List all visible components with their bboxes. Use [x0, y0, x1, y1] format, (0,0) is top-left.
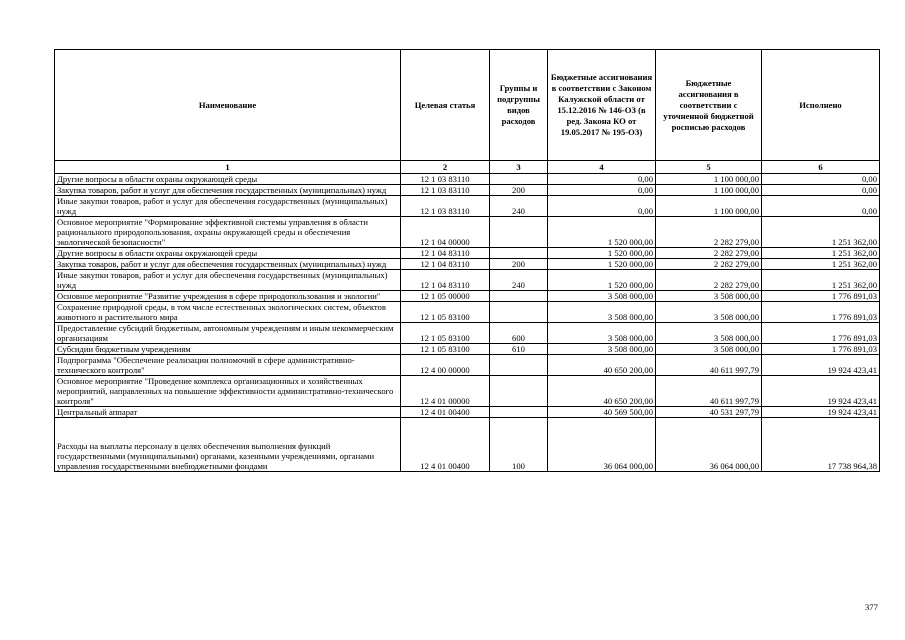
table-row	[55, 291, 880, 302]
table-row	[55, 217, 880, 248]
cell-name: Предоставление субсидий бюджетным, автономным учреждениям и иным некоммерческим организациям	[55, 323, 401, 344]
cell-budget-refined: 2 282 279,00	[656, 248, 762, 259]
cell-executed: 19 924 423,41	[762, 407, 880, 418]
cell-target-article: 12 1 04 83110	[401, 248, 490, 259]
cell-name: Подпрограмма "Обеспечение реализации полномочий в сфере административно-технического контроля"	[55, 355, 401, 376]
cell-target-article: 12 1 04 00000	[401, 217, 490, 248]
cell-budget-law: 3 508 000,00	[548, 344, 656, 355]
column-number: 1	[55, 161, 401, 174]
table-row	[55, 355, 880, 376]
cell-expense-group: 240	[490, 196, 548, 217]
cell-budget-refined: 3 508 000,00	[656, 291, 762, 302]
cell-budget-refined: 1 100 000,00	[656, 185, 762, 196]
cell-target-article: 12 1 05 83100	[401, 302, 490, 323]
cell-budget-refined: 40 611 997,79	[656, 355, 762, 376]
table-row	[55, 185, 880, 196]
cell-budget-refined: 3 508 000,00	[656, 323, 762, 344]
header-budget-law: Бюджетные ассигнования в соответствии с Законом Калужской области от 15.12.2016 № 146-ОЗ (в ред. Закона КО от 19.05.2017 № 195-ОЗ)	[548, 50, 656, 161]
cell-target-article: 12 1 05 83100	[401, 344, 490, 355]
page-number: 377	[865, 602, 878, 612]
cell-executed: 1 251 362,00	[762, 259, 880, 270]
cell-expense-group: 240	[490, 270, 548, 291]
cell-expense-group	[490, 248, 548, 259]
table-row	[55, 376, 880, 407]
header-name: Наименование	[55, 50, 401, 161]
cell-target-article: 12 4 01 00000	[401, 376, 490, 407]
cell-budget-refined: 3 508 000,00	[656, 302, 762, 323]
table-row	[55, 174, 880, 185]
cell-budget-refined: 1 100 000,00	[656, 196, 762, 217]
cell-budget-refined: 3 508 000,00	[656, 344, 762, 355]
cell-target-article: 12 1 05 00000	[401, 291, 490, 302]
cell-name: Иные закупки товаров, работ и услуг для обеспечения государственных (муниципальных) нужд	[55, 270, 401, 291]
cell-budget-law: 40 650 200,00	[548, 376, 656, 407]
cell-name: Другие вопросы в области охраны окружающей среды	[55, 174, 401, 185]
cell-budget-law: 40 569 500,00	[548, 407, 656, 418]
cell-budget-law: 1 520 000,00	[548, 217, 656, 248]
cell-name: Субсидии бюджетным учреждениям	[55, 344, 401, 355]
column-number: 2	[401, 161, 490, 174]
cell-expense-group: 200	[490, 185, 548, 196]
cell-budget-law: 36 064 000,00	[548, 418, 656, 472]
cell-budget-refined: 1 100 000,00	[656, 174, 762, 185]
cell-executed: 0,00	[762, 185, 880, 196]
cell-executed: 1 776 891,03	[762, 344, 880, 355]
cell-budget-law: 0,00	[548, 196, 656, 217]
cell-executed: 0,00	[762, 174, 880, 185]
header-row	[55, 50, 880, 161]
cell-executed: 19 924 423,41	[762, 355, 880, 376]
budget-table	[54, 49, 880, 472]
cell-executed: 1 776 891,03	[762, 291, 880, 302]
cell-name: Расходы на выплаты персоналу в целях обеспечения выполнения функций государственными (муниципальными) органами, казенными учреждениями, органами управления государственными внебюджетными фондами	[55, 418, 401, 472]
cell-target-article: 12 1 05 83100	[401, 323, 490, 344]
table-row	[55, 196, 880, 217]
header-budget-refined: Бюджетные ассигнования в соответствии с уточненной бюджетной росписью расходов	[656, 50, 762, 161]
cell-budget-refined: 2 282 279,00	[656, 217, 762, 248]
cell-budget-refined: 36 064 000,00	[656, 418, 762, 472]
cell-executed: 1 251 362,00	[762, 217, 880, 248]
cell-target-article: 12 1 03 83110	[401, 196, 490, 217]
cell-executed: 0,00	[762, 196, 880, 217]
cell-name: Основное мероприятие "Формирование эффективной системы управления в области рационального природопользования, охраны окружающей среды и обеспечения экологической безопасности"	[55, 217, 401, 248]
cell-name: Другие вопросы в области охраны окружающей среды	[55, 248, 401, 259]
column-number: 4	[548, 161, 656, 174]
cell-expense-group: 610	[490, 344, 548, 355]
column-number: 6	[762, 161, 880, 174]
header-target-article: Целевая статья	[401, 50, 490, 161]
cell-executed: 1 251 362,00	[762, 248, 880, 259]
table-row	[55, 259, 880, 270]
cell-name: Сохранение природной среды, в том числе естественных экологических систем, объектов животного и растительного мира	[55, 302, 401, 323]
cell-budget-refined: 2 282 279,00	[656, 270, 762, 291]
column-number: 5	[656, 161, 762, 174]
cell-budget-refined: 40 531 297,79	[656, 407, 762, 418]
cell-expense-group	[490, 376, 548, 407]
cell-name: Иные закупки товаров, работ и услуг для обеспечения государственных (муниципальных) нужд	[55, 196, 401, 217]
table-row	[55, 407, 880, 418]
cell-budget-law: 1 520 000,00	[548, 248, 656, 259]
table-row	[55, 248, 880, 259]
cell-budget-law: 0,00	[548, 174, 656, 185]
cell-target-article: 12 4 01 00400	[401, 418, 490, 472]
cell-name: Закупка товаров, работ и услуг для обеспечения государственных (муниципальных) нужд	[55, 259, 401, 270]
cell-budget-law: 3 508 000,00	[548, 323, 656, 344]
cell-target-article: 12 1 04 83110	[401, 270, 490, 291]
cell-budget-law: 1 520 000,00	[548, 270, 656, 291]
table-row	[55, 323, 880, 344]
cell-executed: 1 776 891,03	[762, 302, 880, 323]
table-row	[55, 418, 880, 472]
column-number: 3	[490, 161, 548, 174]
cell-budget-law: 0,00	[548, 185, 656, 196]
cell-name: Закупка товаров, работ и услуг для обеспечения государственных (муниципальных) нужд	[55, 185, 401, 196]
header-expense-groups: Группы и подгруппы видов расходов	[490, 50, 548, 161]
cell-executed: 19 924 423,41	[762, 376, 880, 407]
cell-name: Основное мероприятие "Проведение комплекса организационных и хозяйственных мероприятий, направленных на повышение эффективности административно-технического контроля"	[55, 376, 401, 407]
table-row	[55, 344, 880, 355]
cell-executed: 17 738 964,38	[762, 418, 880, 472]
cell-name: Центральный аппарат	[55, 407, 401, 418]
cell-budget-law: 3 508 000,00	[548, 302, 656, 323]
cell-expense-group: 100	[490, 418, 548, 472]
cell-target-article: 12 4 00 00000	[401, 355, 490, 376]
table-row	[55, 270, 880, 291]
cell-expense-group	[490, 302, 548, 323]
cell-budget-law: 40 650 200,00	[548, 355, 656, 376]
cell-expense-group	[490, 355, 548, 376]
cell-budget-law: 3 508 000,00	[548, 291, 656, 302]
cell-budget-law: 1 520 000,00	[548, 259, 656, 270]
cell-budget-refined: 40 611 997,79	[656, 376, 762, 407]
cell-expense-group	[490, 217, 548, 248]
column-number-row	[55, 161, 880, 174]
cell-budget-refined: 2 282 279,00	[656, 259, 762, 270]
table-row	[55, 302, 880, 323]
cell-expense-group	[490, 407, 548, 418]
cell-target-article: 12 4 01 00400	[401, 407, 490, 418]
cell-target-article: 12 1 03 83110	[401, 185, 490, 196]
cell-target-article: 12 1 03 83110	[401, 174, 490, 185]
cell-expense-group	[490, 174, 548, 185]
cell-expense-group	[490, 291, 548, 302]
cell-expense-group: 200	[490, 259, 548, 270]
cell-name: Основное мероприятие "Развитие учреждения в сфере природопользования и экологии"	[55, 291, 401, 302]
cell-expense-group: 600	[490, 323, 548, 344]
cell-executed: 1 776 891,03	[762, 323, 880, 344]
cell-executed: 1 251 362,00	[762, 270, 880, 291]
header-executed: Исполнено	[762, 50, 880, 161]
cell-target-article: 12 1 04 83110	[401, 259, 490, 270]
